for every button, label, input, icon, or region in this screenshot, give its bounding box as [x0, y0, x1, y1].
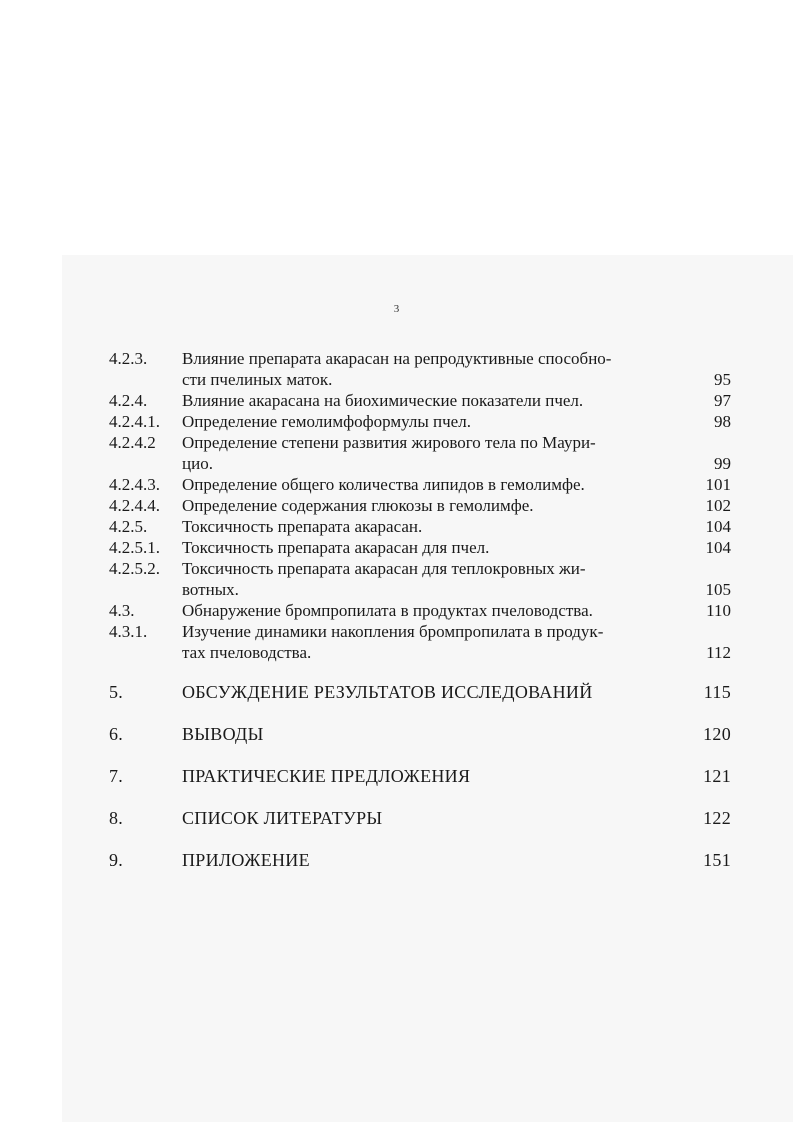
- toc-entry: [109, 411, 731, 432]
- toc-chapter-title: ПРИЛОЖЕНИЕ: [182, 850, 310, 870]
- toc-entry: [109, 621, 731, 663]
- toc-entry-title: Обнаружение бромпропилата в продуктах пчеловодства.: [182, 601, 593, 620]
- toc-chapter-number: 8.: [109, 808, 124, 828]
- toc-entry-title: Токсичность препарата акарасан для теплокровных жи- вотных.: [182, 559, 586, 599]
- toc-chapter-page: 151: [703, 850, 731, 870]
- toc-entry-page: 104: [705, 517, 731, 536]
- toc-entry-page: 105: [705, 580, 731, 599]
- toc-entry-number: 4.2.4.1.: [109, 412, 160, 431]
- toc-entry-number: 4.3.: [109, 601, 135, 620]
- toc-entry: [109, 348, 731, 390]
- toc-entry: [109, 558, 731, 600]
- toc-chapter-number: 5.: [109, 682, 124, 702]
- toc-entry-page: 98: [714, 412, 731, 431]
- toc-entry-number: 4.2.5.: [109, 517, 148, 536]
- toc-entry-title: Определение общего количества липидов в гемолимфе.: [182, 475, 585, 494]
- toc-entry-number: 4.2.5.1.: [109, 538, 160, 557]
- toc-chapter-number: 9.: [109, 850, 124, 870]
- toc-entry: [109, 474, 731, 495]
- toc-entry-number: 4.3.1.: [109, 622, 148, 641]
- toc-entry-title: Токсичность препарата акарасан.: [182, 517, 423, 536]
- toc-chapter-page: 115: [703, 682, 731, 702]
- toc-chapter-title: ПРАКТИЧЕСКИЕ ПРЕДЛОЖЕНИЯ: [182, 766, 471, 786]
- toc-entry-page: 110: [706, 601, 731, 620]
- toc-chapter: [109, 808, 731, 829]
- toc-chapter-title: СПИСОК ЛИТЕРАТУРЫ: [182, 808, 383, 828]
- toc-entry: [109, 516, 731, 537]
- table-of-contents: [109, 348, 731, 871]
- toc-chapter-page: 122: [703, 808, 731, 828]
- toc-chapter-title: ВЫВОДЫ: [182, 724, 264, 744]
- toc-chapter-page: 121: [703, 766, 731, 786]
- toc-chapter: [109, 682, 731, 703]
- toc-chapter: [109, 724, 731, 745]
- toc-entry: [109, 432, 731, 474]
- toc-entry-number: 4.2.3.: [109, 349, 148, 368]
- toc-entry-title: Определение степени развития жирового тела по Маури- цио.: [182, 433, 596, 473]
- toc-chapter: [109, 850, 731, 871]
- toc-entry-number: 4.2.4.: [109, 391, 148, 410]
- toc-entry-number: 4.2.4.4.: [109, 496, 160, 515]
- toc-entry-number: 4.2.5.2.: [109, 559, 160, 578]
- toc-entry: [109, 495, 731, 516]
- toc-entry-page: 104: [705, 538, 731, 557]
- toc-entry-title: Определение гемолимфоформулы пчел.: [182, 412, 471, 431]
- page-number: 3: [393, 303, 400, 315]
- toc-entry-title: Токсичность препарата акарасан для пчел.: [182, 538, 490, 557]
- toc-entry: [109, 390, 731, 411]
- toc-entry-page: 101: [705, 475, 731, 494]
- toc-entry-page: 97: [714, 391, 731, 410]
- toc-entry-page: 95: [714, 370, 731, 389]
- toc-chapter-page: 120: [703, 724, 731, 744]
- toc-entry-title: Влияние препарата акарасан на репродуктивные способно- сти пчелиных маток.: [182, 349, 612, 389]
- toc-entry-page: 99: [714, 454, 731, 473]
- toc-entry-page: 112: [706, 643, 731, 662]
- toc-entry-title: Определение содержания глюкозы в гемолимфе.: [182, 496, 534, 515]
- toc-entry-title: Изучение динамики накопления бромпропилата в продук- тах пчеловодства.: [182, 622, 604, 662]
- toc-entry-page: 102: [705, 496, 731, 515]
- toc-entry: [109, 537, 731, 558]
- toc-entry: [109, 600, 731, 621]
- toc-chapter-title: ОБСУЖДЕНИЕ РЕЗУЛЬТАТОВ ИССЛЕДОВАНИЙ: [182, 682, 593, 702]
- toc-entry-number: 4.2.4.2: [109, 433, 156, 452]
- toc-chapter-number: 6.: [109, 724, 124, 744]
- toc-chapter: [109, 766, 731, 787]
- toc-entry-number: 4.2.4.3.: [109, 475, 160, 494]
- toc-entry-title: Влияние акарасана на биохимические показатели пчел.: [182, 391, 584, 410]
- toc-chapter-number: 7.: [109, 766, 124, 786]
